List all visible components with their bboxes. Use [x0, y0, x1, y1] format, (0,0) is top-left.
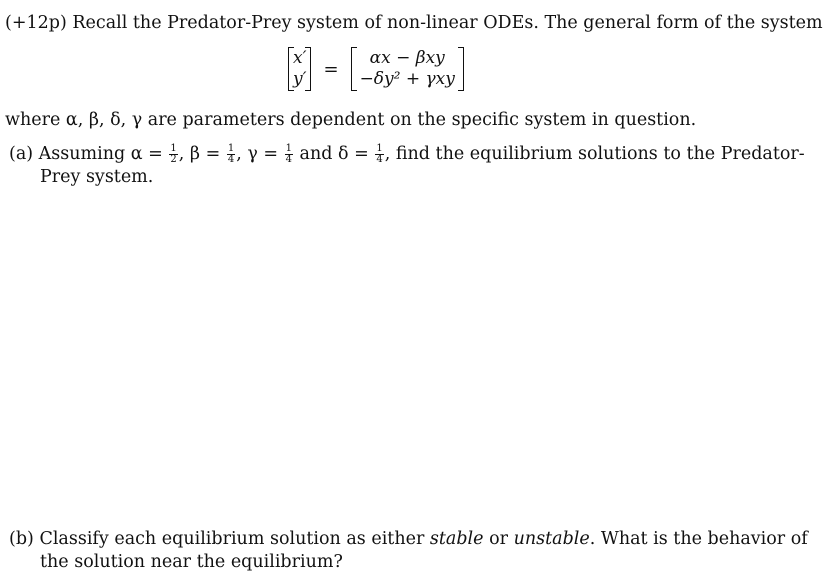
- beta-lead: , β =: [178, 144, 221, 164]
- part-a-lead: Assuming α =: [38, 144, 163, 164]
- part-b-pre: Classify each equilibrium solution as either: [39, 529, 425, 549]
- unstable-word: unstable: [513, 529, 590, 549]
- beta-fraction: $\frac{1}{4}$: [227, 143, 235, 165]
- equals-sign: =: [323, 58, 339, 80]
- intro-line: [5, 12, 823, 34]
- part-a-line-1: [9, 143, 805, 165]
- delta-fraction: $\frac{1}{4}$: [376, 143, 383, 165]
- rhs-row-2: −δy² + γxy: [359, 69, 455, 89]
- intro-text: Recall the Predator-Prey system of non-linear ODEs. The general form of the system: [72, 13, 823, 33]
- gamma-fraction: $\frac{1}{4}$: [285, 143, 292, 165]
- part-a-label: (a): [9, 144, 34, 164]
- part-a-line-2: Prey system.: [40, 167, 154, 187]
- or-word: or: [489, 529, 508, 549]
- part-b-label: (b): [9, 529, 34, 549]
- rhs-vector: [351, 47, 464, 91]
- points-label: (+12p): [5, 13, 67, 33]
- system-equation: [288, 46, 464, 92]
- alpha-fraction: $\frac{1}{2}$: [170, 143, 177, 165]
- part-b-line-1: [9, 528, 808, 550]
- delta-lead: and δ =: [299, 144, 369, 164]
- where-line: where α, β, δ, γ are parameters dependent on the specific system in question.: [5, 110, 697, 130]
- part-b-line-2: the solution near the equilibrium?: [40, 552, 343, 572]
- stable-word: stable: [429, 529, 484, 549]
- part-a-tail: , find the equilibrium solutions to the Predator-: [384, 144, 805, 164]
- part-b-post: . What is the behavior of: [589, 529, 808, 549]
- gamma-lead: , γ =: [236, 144, 278, 164]
- lhs-vector: [288, 47, 311, 91]
- lhs-x-prime: x′: [293, 48, 307, 68]
- lhs-y-prime: y′: [293, 69, 307, 89]
- rhs-row-1: αx − βxy: [369, 48, 445, 68]
